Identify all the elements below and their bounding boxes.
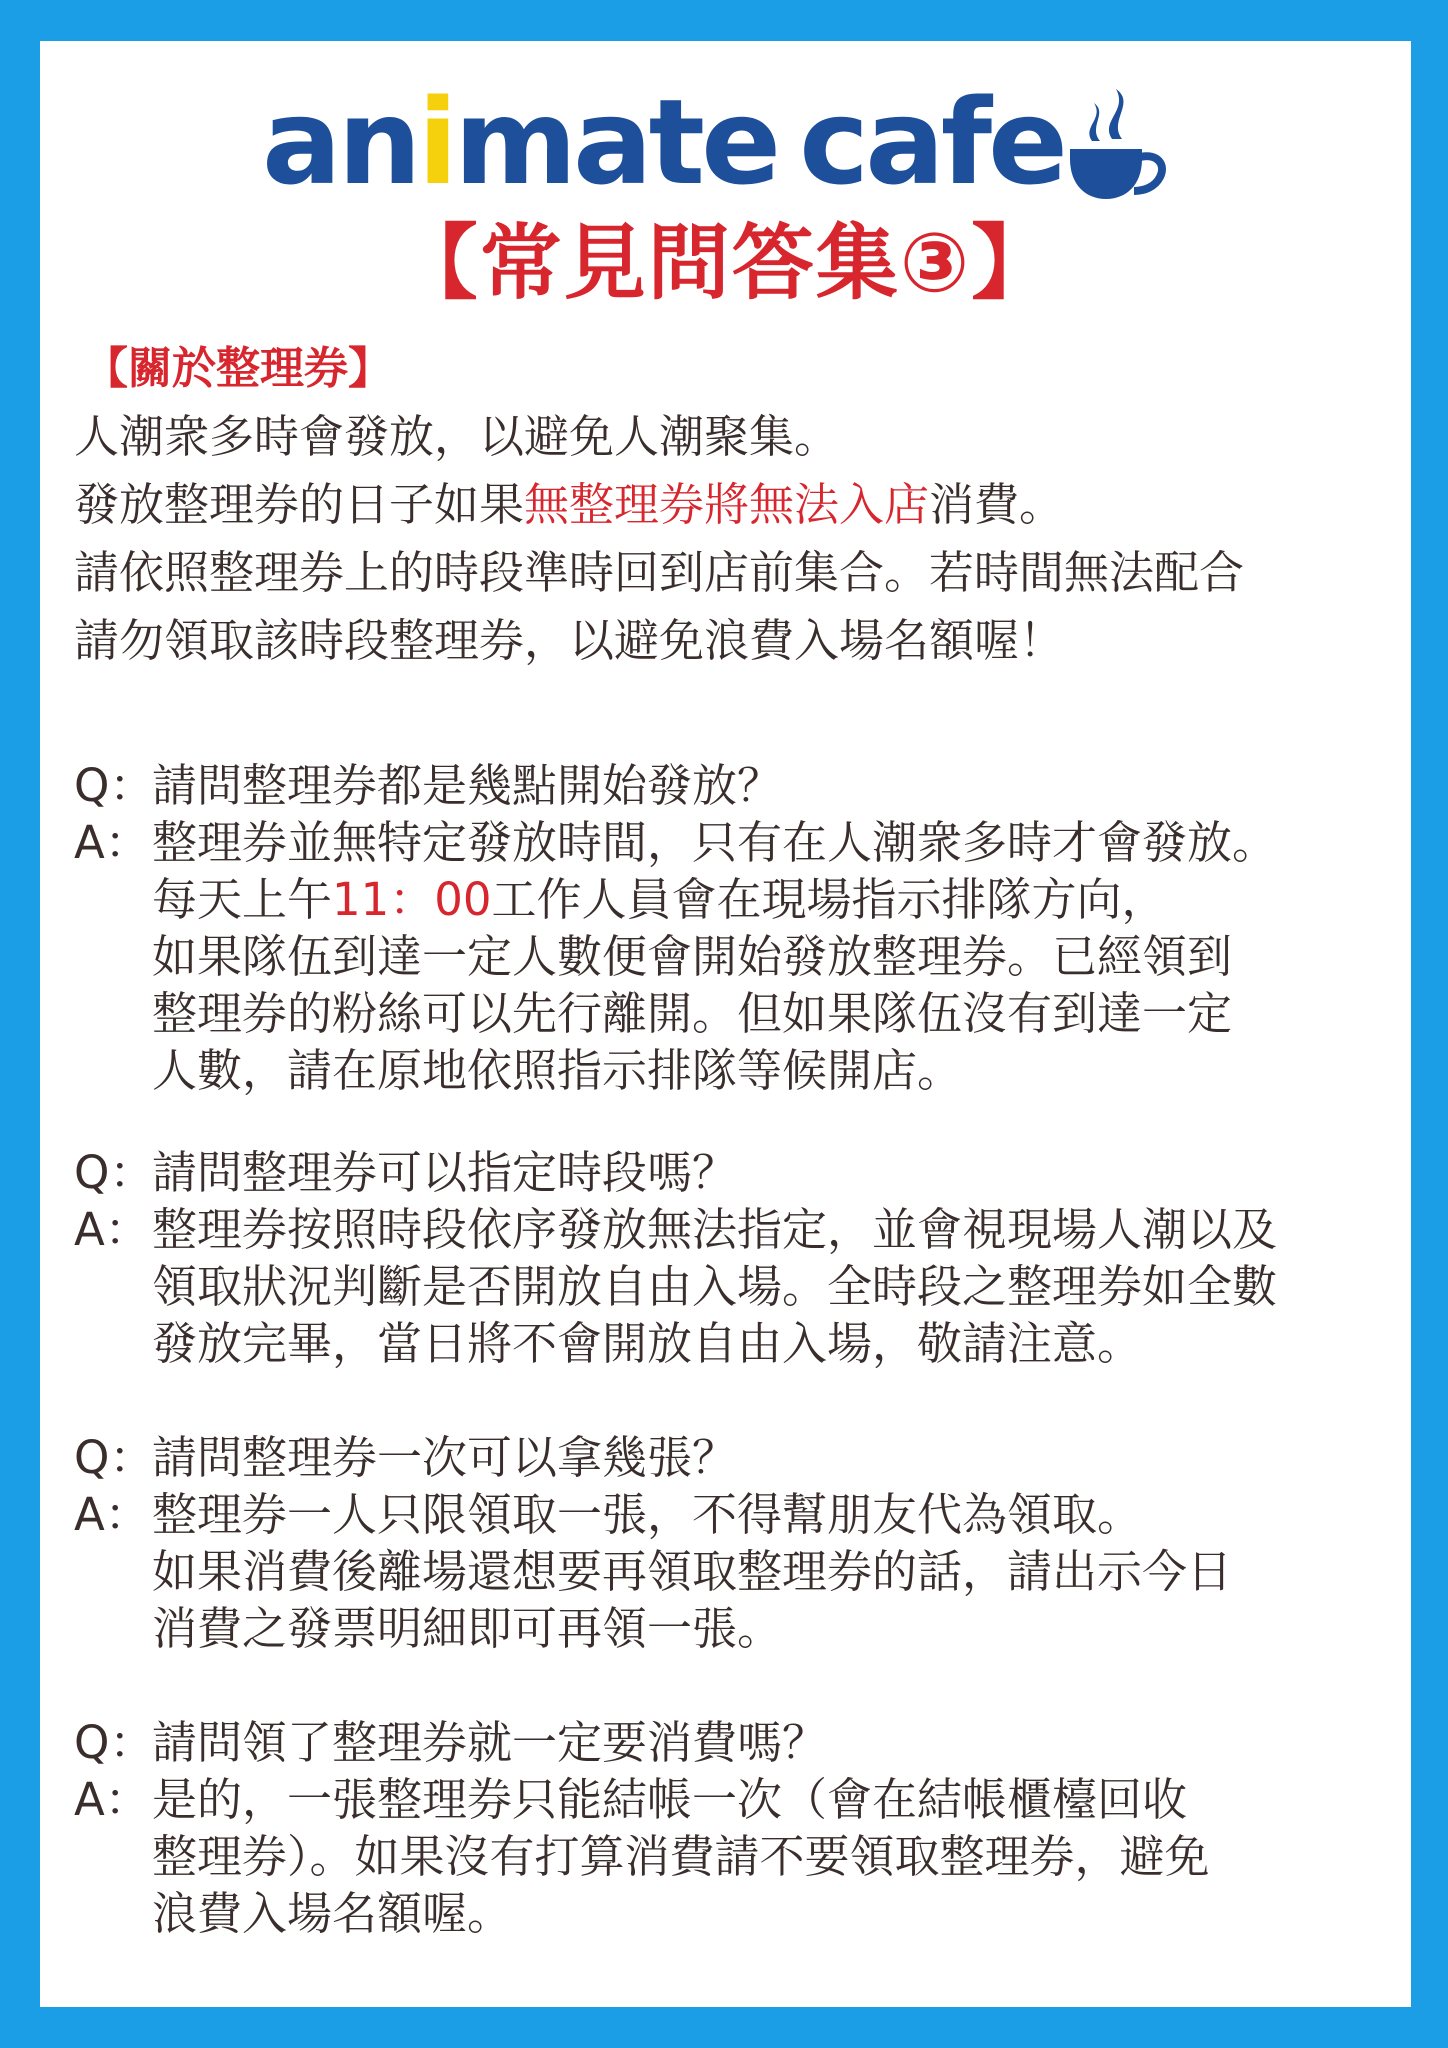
text-segment: 人潮衆多時會發放，以避免人潮聚集。	[74, 410, 840, 463]
answer-line	[152, 928, 1277, 985]
text-segment: 請依照整理券上的時段準時回到店前集合。若時間無法配合	[74, 546, 1245, 599]
answer-body	[152, 814, 1277, 1099]
page-title: 【常見問答集③】	[395, 216, 1056, 311]
intro-line	[74, 607, 1394, 675]
answer-line	[152, 1201, 1277, 1258]
question	[74, 1429, 1404, 1486]
answer-prefix: A：	[74, 1773, 150, 1826]
intro-line	[74, 471, 1394, 539]
question-prefix: Q：	[74, 759, 155, 812]
answer-prefix: A：	[74, 1488, 150, 1541]
text-segment: 整理券按照時段依序發放無法指定，並會視現場人潮以及	[152, 1203, 1278, 1256]
answer-prefix: A：	[74, 816, 150, 869]
question-text: 請問領了整理券就一定要消費嗎？	[152, 1716, 828, 1769]
text-segment: 每天上午	[152, 873, 333, 926]
faq-item-4	[74, 1714, 1404, 1942]
section-title: 【關於整理券】	[84, 343, 392, 394]
text-segment: 領取狀況判斷是否開放自由入場。全時段之整理券如全數	[152, 1260, 1278, 1313]
highlight-text: 無整理券將無法入店	[524, 478, 930, 531]
answer	[74, 1486, 1404, 1657]
animate-cafe-logo	[262, 61, 1222, 221]
question-prefix: Q：	[74, 1146, 155, 1199]
answer-line	[152, 1885, 1210, 1942]
answer-line	[152, 1042, 1277, 1099]
intro-line	[74, 403, 1394, 471]
text-segment: 浪費入場名額喔。	[152, 1887, 513, 1940]
text-segment: 請勿領取該時段整理券，以避免浪費入場名額喔！	[74, 614, 1065, 667]
question-prefix: Q：	[74, 1431, 155, 1484]
answer-body	[152, 1486, 1232, 1657]
text-segment: 消費之發票明細即可再領一張。	[152, 1602, 783, 1655]
answer-body	[152, 1771, 1210, 1942]
notice-card	[40, 41, 1411, 2007]
answer-line	[152, 871, 1277, 928]
text-segment: 人數，請在原地依照指示排隊等候開店。	[152, 1044, 963, 1097]
text-segment: 如果隊伍到達一定人數便會開始發放整理券。已經領到	[152, 930, 1233, 983]
text-segment: 工作人員會在現場指示排隊方向，	[491, 873, 1167, 926]
text-segment: 發放完畢，當日將不會開放自由入場，敬請注意。	[152, 1317, 1143, 1370]
intro-line	[74, 539, 1394, 607]
text-segment: 發放整理券的日子如果	[74, 478, 525, 531]
text-segment: 整理券並無特定發放時間，只有在人潮衆多時才會發放。	[152, 816, 1278, 869]
faq-item-2	[74, 1144, 1404, 1372]
question	[74, 1714, 1404, 1771]
text-segment: 整理券）。如果沒有打算消費請不要領取整理券，避免	[152, 1830, 1210, 1883]
answer-body	[152, 1201, 1277, 1372]
text-segment: 消費。	[929, 478, 1065, 531]
question-text: 請問整理券一次可以拿幾張？	[152, 1431, 738, 1484]
answer-line	[152, 1600, 1232, 1657]
answer-line	[152, 1771, 1210, 1828]
answer-line	[152, 1315, 1277, 1372]
text-segment: 整理券一人只限領取一張，不得幫朋友代為領取。	[152, 1488, 1143, 1541]
answer-line	[152, 1258, 1277, 1315]
faq-item-1	[74, 757, 1404, 1099]
answer-line	[152, 814, 1277, 871]
answer	[74, 814, 1404, 1099]
text-segment: 是的，一張整理券只能結帳一次（會在結帳櫃檯回收	[152, 1773, 1188, 1826]
question-text: 請問整理券可以指定時段嗎？	[152, 1146, 738, 1199]
answer-line	[152, 1543, 1232, 1600]
answer-prefix: A：	[74, 1203, 150, 1256]
answer-line	[152, 1486, 1232, 1543]
faq-item-3	[74, 1429, 1404, 1657]
answer-line	[152, 985, 1277, 1042]
question	[74, 1144, 1404, 1201]
answer	[74, 1771, 1404, 1942]
highlight-text: 11：00	[332, 873, 492, 926]
answer	[74, 1201, 1404, 1372]
text-segment: 如果消費後離場還想要再領取整理券的話，請出示今日	[152, 1545, 1233, 1598]
question	[74, 757, 1404, 814]
intro-text	[74, 403, 1394, 675]
question-prefix: Q：	[74, 1716, 155, 1769]
answer-line	[152, 1828, 1210, 1885]
coffee-cup-icon	[1070, 89, 1162, 199]
question-text: 請問整理券都是幾點開始發放？	[152, 759, 783, 812]
text-segment: 整理券的粉絲可以先行離開。但如果隊伍沒有到達一定	[152, 987, 1233, 1040]
svg-text:animatecafe: animate cafe	[262, 73, 1065, 211]
